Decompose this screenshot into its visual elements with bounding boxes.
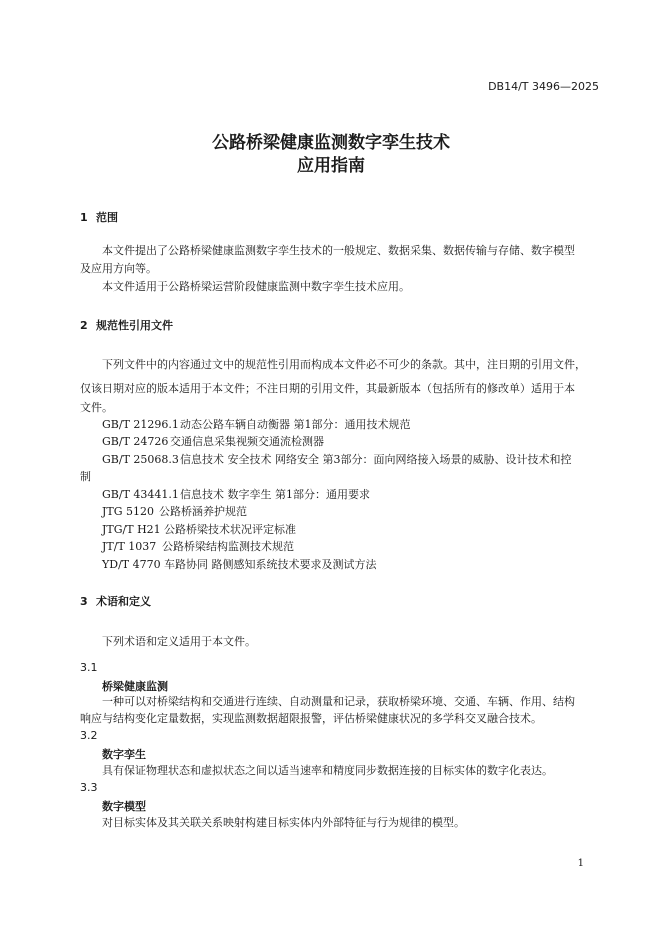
section-1-title: 范围	[96, 211, 118, 224]
reference-code: GB/T 43441.1	[102, 488, 179, 501]
section-2-number: 2	[80, 319, 88, 332]
reference-title: 动态公路车辆自动衡器 第1部分：通用技术规范	[180, 418, 411, 431]
document-number: DB14/T 3496—2025	[488, 80, 599, 93]
page-number: 1	[577, 858, 584, 869]
reference-title: 公路桥涵养护规范	[159, 505, 247, 518]
section-2-title: 规范性引用文件	[96, 319, 173, 332]
term-number: 3.1	[80, 661, 98, 674]
section-1-paragraph-1-line-2: 及应用方向等。	[80, 262, 157, 275]
reference-continuation: 制	[80, 470, 91, 483]
document-title-line1: 公路桥梁健康监测数字孪生技术	[212, 133, 450, 153]
normative-reference	[102, 504, 247, 520]
document-title-line2: 应用指南	[297, 156, 365, 176]
reference-title: 车路协同 路侧感知系统技术要求及测试方法	[164, 558, 377, 571]
section-3-heading	[80, 593, 151, 609]
section-1-heading	[80, 209, 118, 225]
section-1-paragraph-1-line-1: 本文件提出了公路桥梁健康监测数字孪生技术的一般规定、数据采集、数据传输与存储、数字模型	[102, 244, 575, 257]
reference-code: GB/T 25068.3	[102, 453, 179, 466]
section-3-number: 3	[80, 595, 88, 608]
reference-title: 公路桥梁技术状况评定标准	[164, 523, 296, 536]
reference-title: 交通信息采集视频交通流检测器	[170, 435, 324, 448]
term-number: 3.2	[80, 729, 98, 742]
reference-code: YD/T 4770	[102, 558, 161, 571]
section-2-intro-line-3: 文件。	[80, 401, 113, 414]
term-number: 3.3	[80, 781, 98, 794]
reference-code: JTG 5120	[102, 505, 155, 518]
normative-reference	[102, 487, 370, 503]
normative-reference	[102, 522, 296, 538]
section-1-number: 1	[80, 211, 88, 224]
term-definition-line-1: 具有保证物理状态和虚拟状态之间以适当速率和精度同步数据连接的目标实体的数字化表达。	[102, 764, 553, 777]
section-1-paragraph-2: 本文件适用于公路桥梁运营阶段健康监测中数字孪生技术应用。	[102, 280, 410, 293]
section-3-intro: 下列术语和定义适用于本文件。	[102, 635, 256, 648]
term-definition-line-2: 响应与结构变化定量数据，实现监测数据超限报警，评估桥梁健康状况的多学科交叉融合技术。	[80, 712, 542, 725]
section-2-intro-line-1: 下列文件中的内容通过文中的规范性引用而构成本文件必不可少的条款。其中，注日期的引用文件，	[102, 358, 586, 371]
term-definition-line-1: 对目标实体及其关联关系映射构建目标实体内外部特征与行为规律的模型。	[102, 816, 465, 829]
normative-reference	[102, 557, 377, 573]
section-2-intro-line-2: 仅该日期对应的版本适用于本文件；不注日期的引用文件，其最新版本（包括所有的修改单）适用于本	[80, 382, 575, 395]
reference-code: GB/T 21296.1	[102, 418, 179, 431]
term-name: 桥梁健康监测	[102, 680, 168, 693]
normative-reference	[102, 452, 572, 468]
term-definition-line-1: 一种可以对桥梁结构和交通进行连续、自动测量和记录，获取桥梁环境、交通、车辆、作用、结构	[102, 695, 575, 708]
term-name: 数字孪生	[102, 748, 146, 761]
reference-title: 公路桥梁结构监测技术规范	[162, 540, 294, 553]
normative-reference	[102, 539, 294, 555]
normative-reference	[102, 434, 324, 450]
section-3-title: 术语和定义	[96, 595, 151, 608]
reference-code: GB/T 24726	[102, 435, 169, 448]
reference-code: JTG/T H21	[102, 523, 161, 536]
reference-title: 信息技术 安全技术 网络安全 第3部分：面向网络接入场景的威胁、设计技术和控	[180, 453, 572, 466]
normative-reference	[102, 417, 411, 433]
reference-title: 信息技术 数字孪生 第1部分：通用要求	[180, 488, 370, 501]
section-2-heading	[80, 317, 173, 333]
reference-code: JT/T 1037	[102, 540, 157, 553]
term-name: 数字模型	[102, 800, 146, 813]
